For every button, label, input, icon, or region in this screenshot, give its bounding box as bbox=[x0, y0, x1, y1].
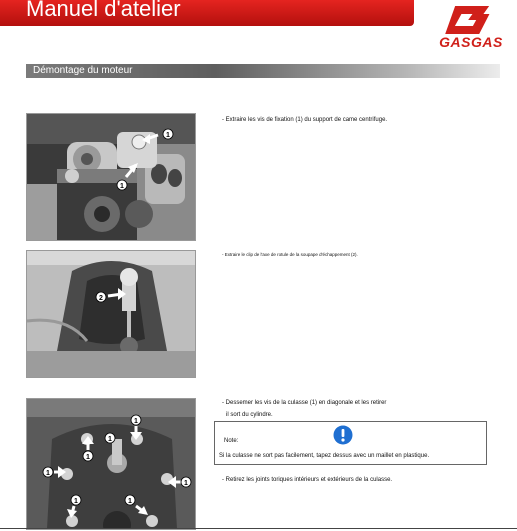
note-label: Note: bbox=[224, 438, 239, 444]
callout-number: 1 bbox=[74, 498, 78, 505]
callout-number: 1 bbox=[128, 498, 132, 505]
note-text: Si la culasse ne sort pas facilement, tapez dessus avec un maillet en plastique. bbox=[219, 453, 430, 459]
section-title: Démontage du moteur bbox=[33, 65, 133, 76]
step-text: - Extraire le clip de l'axe de rotule de la soupape d'échappement (2). bbox=[222, 252, 358, 257]
callouts-photo-1 bbox=[26, 113, 194, 239]
callout-number: 1 bbox=[184, 480, 188, 487]
note-box bbox=[214, 421, 487, 465]
callout-number: 1 bbox=[120, 183, 124, 190]
callout-number: 1 bbox=[86, 454, 90, 461]
callout-number: 2 bbox=[99, 295, 103, 302]
callout-number: 1 bbox=[108, 436, 112, 443]
info-icon bbox=[333, 425, 353, 445]
callout-number: 1 bbox=[46, 470, 50, 477]
step-text: - Extraire les vis de fixation (1) du support de came centrifuge. bbox=[222, 117, 388, 123]
callout-number: 1 bbox=[166, 132, 170, 139]
logo-wordmark: GASGAS bbox=[439, 34, 503, 50]
step-text-line2: il sort du cylindre. bbox=[226, 412, 273, 418]
callout-number: 1 bbox=[134, 418, 138, 425]
final-step-text: - Retirez les joints toriques intérieurs et extérieurs de la culasse. bbox=[222, 477, 393, 483]
callouts-photo-3 bbox=[26, 398, 194, 528]
page-title: Manuel d'atelier bbox=[26, 0, 181, 21]
callouts-photo-2 bbox=[26, 250, 194, 376]
page-divider bbox=[0, 528, 517, 529]
step-text-line1: - Dessemer les vis de la culasse (1) en diagonale et les retirer bbox=[222, 400, 387, 406]
